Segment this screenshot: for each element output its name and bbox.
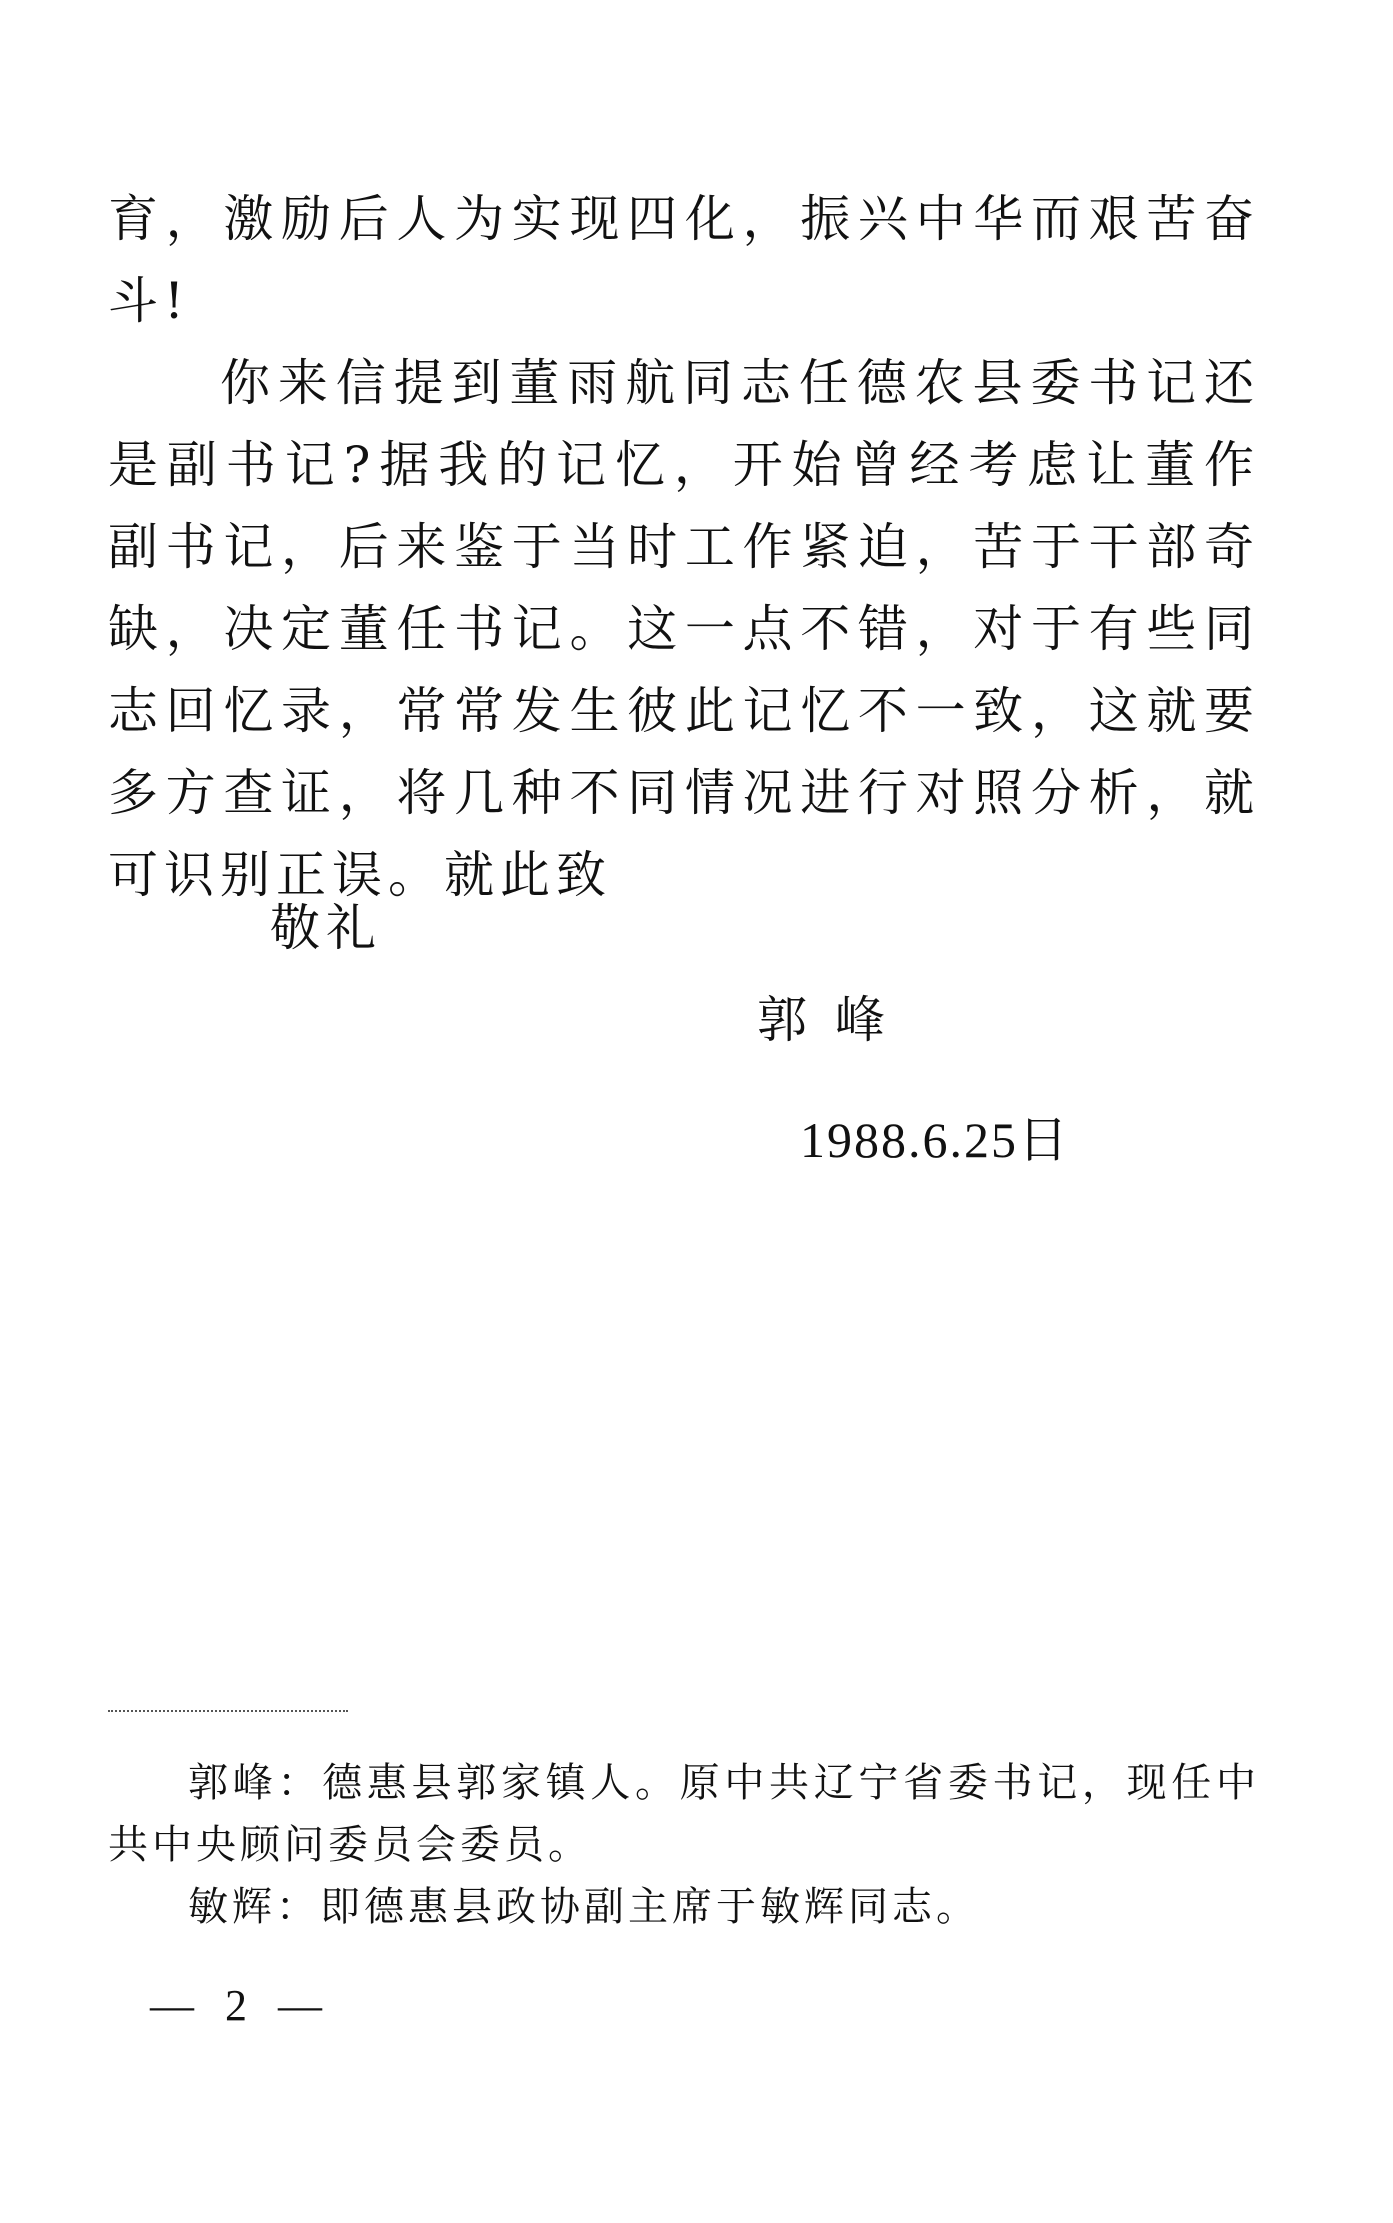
- letter-paragraph: 你来信提到董雨航同志任德农县委书记还是副书记?据我的记忆，开始曾经考虑让董作副书记，后来鉴于当时工作紧迫，苦于干部奇缺，决定董任书记。这一点不错，对于有些同志回忆录，常常发生彼此记忆不一致，这就要多方查证，将几种不同情况进行对照分析，就可识别正误。就此致: [108, 354, 1260, 904]
- letter-date: 1988.6.25日: [800, 1112, 1070, 1168]
- letter-signature: 郭 峰: [757, 991, 891, 1049]
- footnote: 敏辉：即德惠县政协副主席于敏辉同志。: [188, 1884, 980, 1930]
- page-number: — 2 —: [150, 1981, 332, 2030]
- footnote: 郭峰：德惠县郭家镇人。原中共辽宁省委书记，现任中共中央顾问委员会委员。: [108, 1760, 1260, 1868]
- letter-paragraph-continued: 育，激励后人为实现四化，振兴中华而艰苦奋斗!: [108, 190, 1260, 330]
- letter-closing: 敬礼: [270, 899, 382, 957]
- footnotes: [108, 1752, 1260, 1938]
- letter-body: [108, 178, 1260, 916]
- footnote-divider: [108, 1710, 348, 1712]
